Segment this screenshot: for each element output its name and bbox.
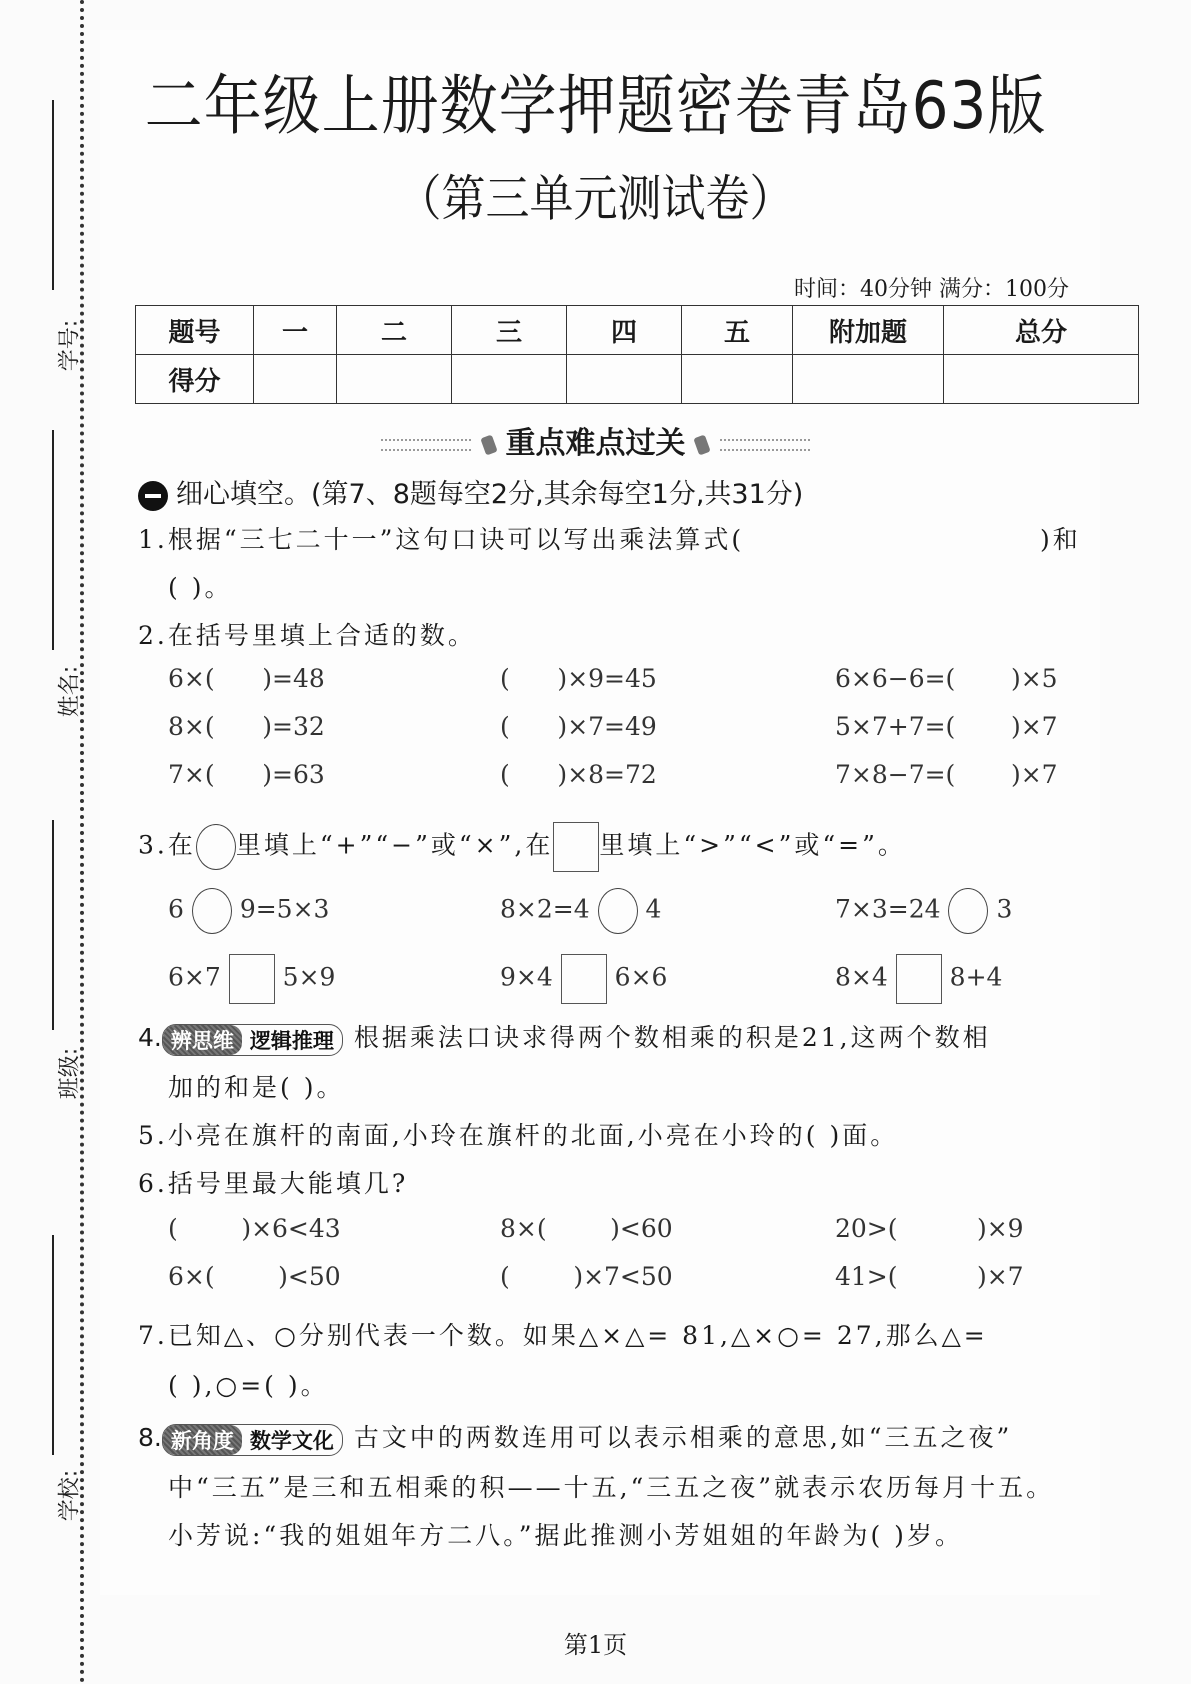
banner-left-decoration [381,439,471,451]
score-table-score-row [136,355,1139,404]
section-title: 细心填空。(第7、8题每空2分,其余每空1分,共31分) [176,479,804,510]
q3-right: 5×9 [282,962,336,992]
compare-blank-box[interactable] [561,954,607,1004]
q3-left: 7×3=24 [835,894,941,924]
question-5[interactable]: 5.小亮在旗杆的南面,小玲在旗杆的北面,小亮在小玲的( )面。 [138,1121,899,1150]
q3-box-item [835,954,1002,1004]
score-table-header-row [136,306,1139,355]
score-header-cell: 附加题 [793,306,944,355]
paper-sheet [100,30,1100,1595]
name-label: 姓名: [57,665,83,718]
class-label: 班级: [57,1047,83,1100]
score-cell[interactable] [337,355,452,404]
q6-item[interactable]: ( )×6<43 [168,1214,341,1243]
banner-brush-icon [480,434,497,455]
q2-item[interactable]: 6×( )=48 [168,664,325,693]
q3-right: 3 [996,894,1013,924]
q3-right: 8+4 [949,962,1003,992]
score-header-cell: 题号 [136,306,254,355]
q3-right: 9=5×3 [239,894,330,924]
q2-item[interactable]: ( )×7=49 [500,712,657,741]
school-line[interactable] [52,1235,54,1455]
q3-left: 8×2=4 [500,894,590,924]
q3-right: 4 [645,894,662,924]
q3-left: 6×7 [168,962,221,992]
name-line[interactable] [52,430,54,650]
question-4-line-1 [138,1018,991,1056]
question-tag [162,1024,343,1056]
score-header-cell: 总分 [944,306,1139,355]
q2-item[interactable]: 5×7+7=( )×7 [835,712,1058,741]
question-8-text: 古文中的两数连用可以表示相乘的意思,如“三五之夜” [353,1423,1013,1452]
school-label: 学校: [57,1469,83,1522]
q3-text: 里填上“>”“<”或“=”。 [599,830,906,860]
q2-item[interactable]: 7×8−7=( )×7 [835,760,1058,789]
q3-box-item [500,954,667,1004]
q6-item[interactable]: 41>( )×7 [835,1262,1024,1291]
q3-text: 里填上“+”“−”或“×”,在 [235,830,554,860]
score-header-cell: 五 [682,306,793,355]
question-7-line-2[interactable]: ( ),○=( )。 [168,1371,329,1400]
section-banner [0,418,1191,462]
q2-item[interactable]: 6×6−6=( )×5 [835,664,1058,693]
q3-left: 6 [168,894,184,924]
score-cell[interactable] [793,355,944,404]
tag-topic: 数学文化 [249,1428,334,1453]
question-6-title: 6.括号里最大能填几? [138,1169,409,1198]
page-title: 二年级上册数学押题密卷青岛63版 [144,67,1047,144]
question-number: 4. [138,1023,162,1052]
operator-blank-circle[interactable] [192,888,232,934]
operator-blank-circle[interactable] [948,888,988,934]
question-4-line-2[interactable]: 加的和是( )。 [168,1073,345,1102]
q3-circle-item [835,888,1012,934]
q6-item[interactable]: ( )×7<50 [500,1262,673,1291]
q2-item[interactable]: ( )×8=72 [500,760,657,789]
score-header-cell: 三 [452,306,567,355]
q3-box-item [168,954,335,1004]
score-cell[interactable] [452,355,567,404]
tag-category: 新角度 [163,1425,242,1455]
score-cell[interactable] [682,355,793,404]
student-id-label: 学号: [57,319,83,372]
score-table [135,305,1139,404]
tag-category: 辨思维 [163,1025,242,1055]
tag-topic: 逻辑推理 [249,1028,334,1053]
question-4-text: 根据乘法口诀求得两个数相乘的积是21,这两个数相 [353,1023,991,1052]
q3-circle-item [500,888,661,934]
q3-left: 8×4 [835,962,888,992]
banner-title: 重点难点过关 [505,426,686,461]
q2-item[interactable]: 7×( )=63 [168,760,325,789]
page-number: 第1页 [563,1631,628,1659]
q6-item[interactable]: 20>( )×9 [835,1214,1024,1243]
question-number: 8. [138,1423,162,1452]
square-symbol-icon [553,822,599,872]
q3-text: 3.在 [138,830,196,860]
score-header-cell: 二 [337,306,452,355]
section-heading [138,472,803,511]
question-1-line-2[interactable]: ( )。 [168,573,233,602]
question-8-line-2: 中“三五”是三和五相乘的积——十五,“三五之夜”就表示农历每月十五。 [168,1473,1055,1502]
question-1-text: 1.根据“三七二十一”这句口诀可以写出乘法算式( [138,525,745,554]
q2-item[interactable]: 8×( )=32 [168,712,325,741]
binding-cut-line [80,0,84,1684]
page-subtitle: （第三单元测试卷） [397,170,794,228]
exam-meta: 时间：40分钟 满分：100分 [794,277,1069,302]
q2-item[interactable]: ( )×9=45 [500,664,657,693]
question-2-title: 2.在括号里填上合适的数。 [138,621,476,650]
q6-item[interactable]: 8×( )<60 [500,1214,673,1243]
class-line[interactable] [52,820,54,1030]
circle-symbol-icon [196,824,236,870]
score-header-cell: 四 [567,306,682,355]
score-header-cell: 一 [254,306,337,355]
compare-blank-box[interactable] [896,954,942,1004]
question-8-line-3[interactable]: 小芳说:“我的姐姐年方二八。”据此推测小芳姐姐的年龄为( )岁。 [168,1521,963,1550]
q6-item[interactable]: 6×( )<50 [168,1262,341,1291]
banner-right-decoration [720,439,810,451]
question-1-line-1-end: )和 [1040,525,1081,554]
q3-circle-item [168,888,329,934]
question-1-line-1 [138,520,744,556]
score-cell[interactable] [944,355,1139,404]
score-row-label: 得分 [136,355,254,404]
score-cell[interactable] [254,355,337,404]
question-tag [162,1424,343,1456]
question-3-title [138,822,906,872]
section-number-one-icon [138,481,168,511]
q3-left: 9×4 [500,962,553,992]
question-7-line-1: 7.已知△、○分别代表一个数。如果△×△= 81,△×○= 27,那么△= [138,1321,988,1350]
operator-blank-circle[interactable] [598,888,638,934]
banner-brush-icon [693,434,710,455]
question-8-line-1 [138,1418,1012,1456]
compare-blank-box[interactable] [229,954,275,1004]
q3-right: 6×6 [614,962,668,992]
score-cell[interactable] [567,355,682,404]
